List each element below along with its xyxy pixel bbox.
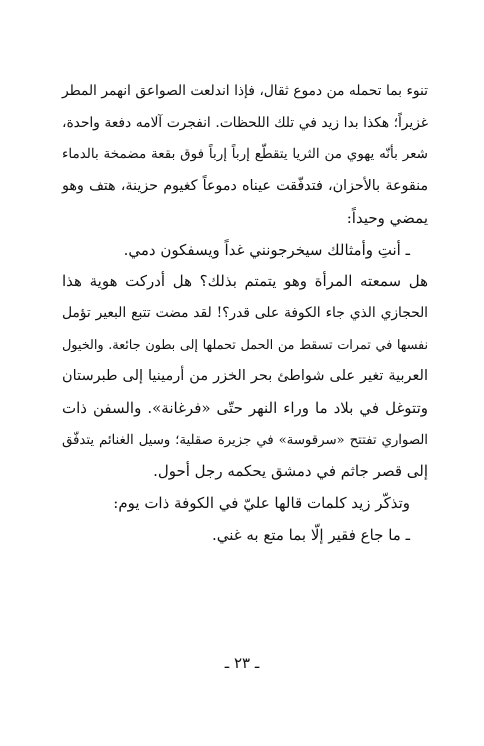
- text-line: نفسها في تمرات تسقط من الحمل تحملها إلى بطون جائعة. والخيول: [62, 337, 428, 353]
- text-line: الصواري تفتتح «سرقوسة» في جزيرة صقلية؛ وسيل الغنائم يتدفّق: [62, 432, 428, 448]
- paragraph: [62, 76, 428, 235]
- text-line: شعر بأنّه يهوي من الثريا يتقطّع إرباً إرباً فوق بقعة مضمخة بالدماء: [62, 146, 428, 163]
- paragraph: [62, 266, 428, 488]
- text-line: يمضي وحيداً:: [346, 208, 428, 227]
- paragraph: [62, 520, 428, 552]
- paragraph: [62, 488, 428, 520]
- text-line: إلى قصر جاثم في دمشق يحكمه رجل أحول.: [153, 462, 428, 481]
- dialogue-line: ـ أنتِ وأمثالك سيخرجونني غداً ويسفكون دمي.: [123, 240, 410, 259]
- page-number: ـ ٢٣ ـ: [224, 654, 260, 672]
- quote-line: ـ ما جاع فقير إلّا بما متع به غني.: [211, 525, 410, 544]
- text-line: العربية تغير على شواطئ بحر الخزر من أرمينيا إلى طبرستان: [62, 368, 428, 385]
- text-line: وتتوغل في بلاد ما وراء النهر حتّى «فرغانة». والسفن ذات: [62, 399, 428, 418]
- text-line: تنوء بما تحمله من دموع ثقال، فإذا اندلعت الصواعق انهمر المطر: [62, 83, 428, 99]
- body-text: [62, 76, 428, 552]
- text-line: منقوعة بالأحزان، فتدفّقت عيناه دموعاً كغيوم حزينة، هتف وهو: [62, 178, 428, 195]
- text-line: وتذكّر زيد كلمات قالها عليّ في الكوفة ذات يوم:: [113, 494, 410, 513]
- text-line: الحجازي الذي جاء الكوفة على قدر؟! لقد مضت تتبع البعير تؤمل: [62, 304, 428, 321]
- text-line: غزيراً؛ هكذا بدا زيد في تلك اللحظات. انفجرت آلامه دفعة واحدة،: [62, 114, 428, 131]
- paragraph: [62, 235, 428, 267]
- text-line: هل سمعته المرأة وهو يتمتم بذلك؟ هل أدركت هوية هذا: [62, 272, 428, 291]
